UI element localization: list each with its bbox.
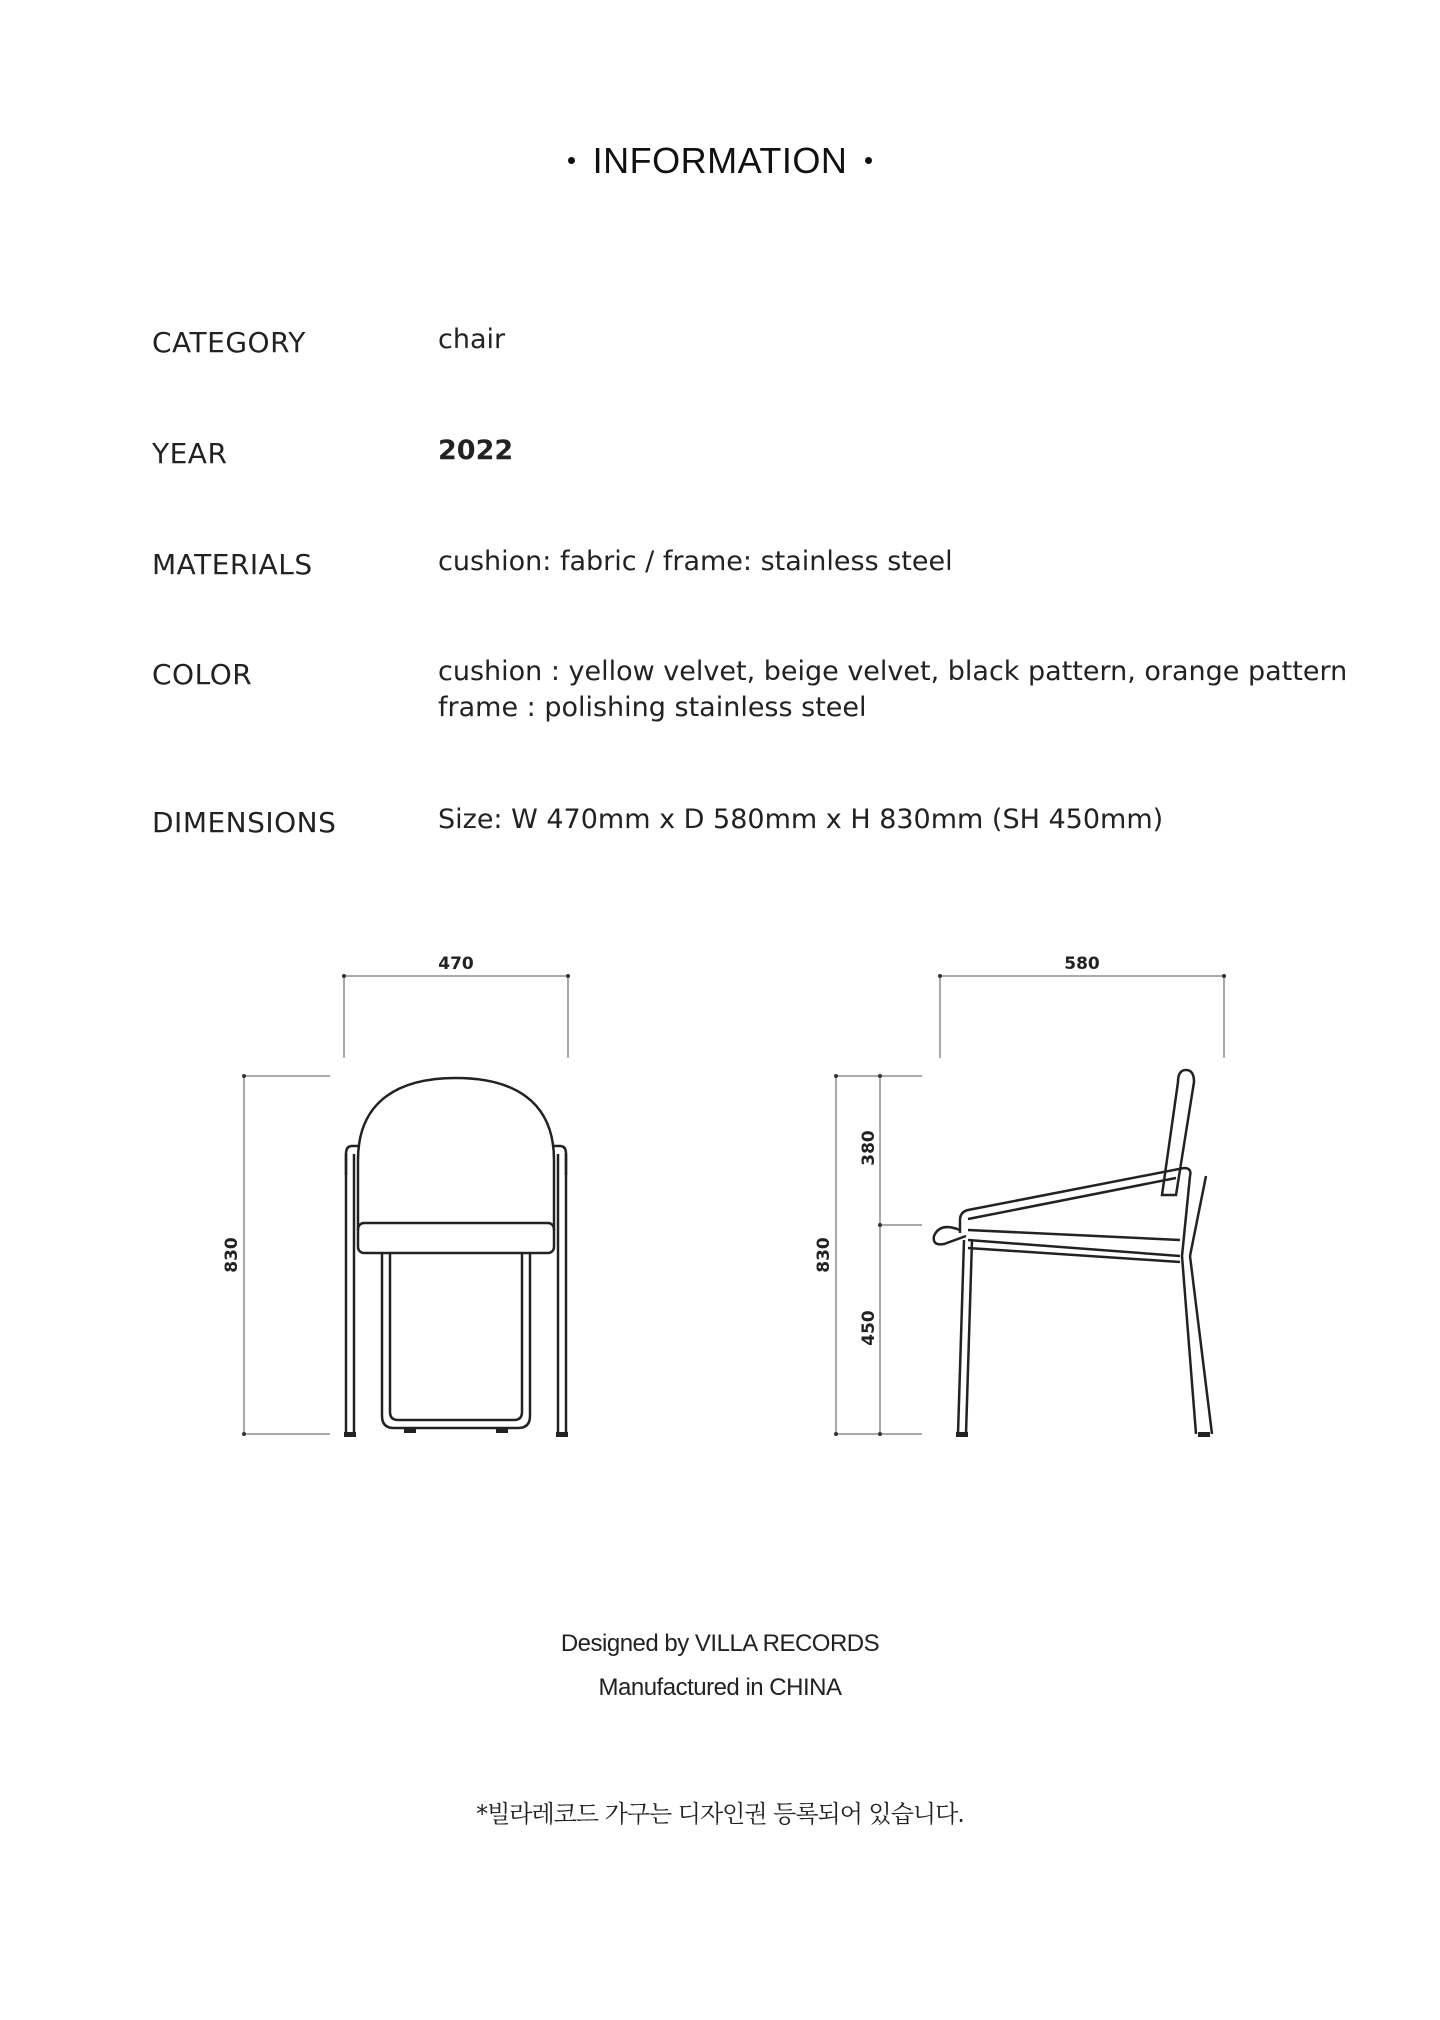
info-label: CATEGORY [152,326,306,359]
info-value-line: Size: W 470mm x D 580mm x H 830mm (SH 450mm) [438,804,1164,835]
info-value [438,433,513,469]
front-height-label: 830 [222,1237,242,1273]
origin-credit: Manufactured in CHINA [598,1674,842,1701]
front-view-dimension-lines [244,976,568,1434]
side-upper-height-label: 380 [859,1130,879,1166]
front-chair-outline [346,1078,566,1434]
designer-credit: Designed by VILLA RECORDS [560,1630,880,1657]
info-value-line: 2022 [438,435,514,466]
info-value-line: chair [438,324,506,355]
dimension-drawings [0,940,1440,1460]
bullet-dot-right [865,157,872,164]
info-label: DIMENSIONS [152,806,337,839]
info-value [438,802,1163,838]
info-value-line: cushion: fabric / frame: stainless steel [438,546,953,577]
page-title [0,140,1440,182]
design-registration-notice: *빌라레코드 가구는 디자인권 등록되어 있습니다. [476,1800,964,1828]
side-chair-outline [934,1070,1212,1434]
side-depth-label: 580 [1064,954,1100,974]
front-width-label: 470 [438,954,474,974]
info-value-line: frame : polishing stainless steel [438,692,867,723]
info-label: MATERIALS [152,548,313,581]
info-value [438,322,505,358]
bullet-dot-left [568,157,575,164]
title-text: INFORMATION [592,140,848,181]
front-chair-feet [344,1428,568,1437]
chair-drawings-svg [0,940,1440,1460]
side-view-dimension-lines [836,976,1224,1434]
side-height-label: 830 [814,1237,834,1273]
info-label: YEAR [152,437,228,470]
info-value [438,654,1347,726]
info-label: COLOR [152,658,253,691]
info-value-line: cushion : yellow velvet, beige velvet, black pattern, orange pattern [438,656,1348,687]
side-seat-height-label: 450 [859,1310,879,1346]
credits [0,1622,1440,1710]
side-chair-feet [956,1432,1210,1437]
info-value [438,544,953,580]
side-view-dim-ticks [834,974,1226,1436]
